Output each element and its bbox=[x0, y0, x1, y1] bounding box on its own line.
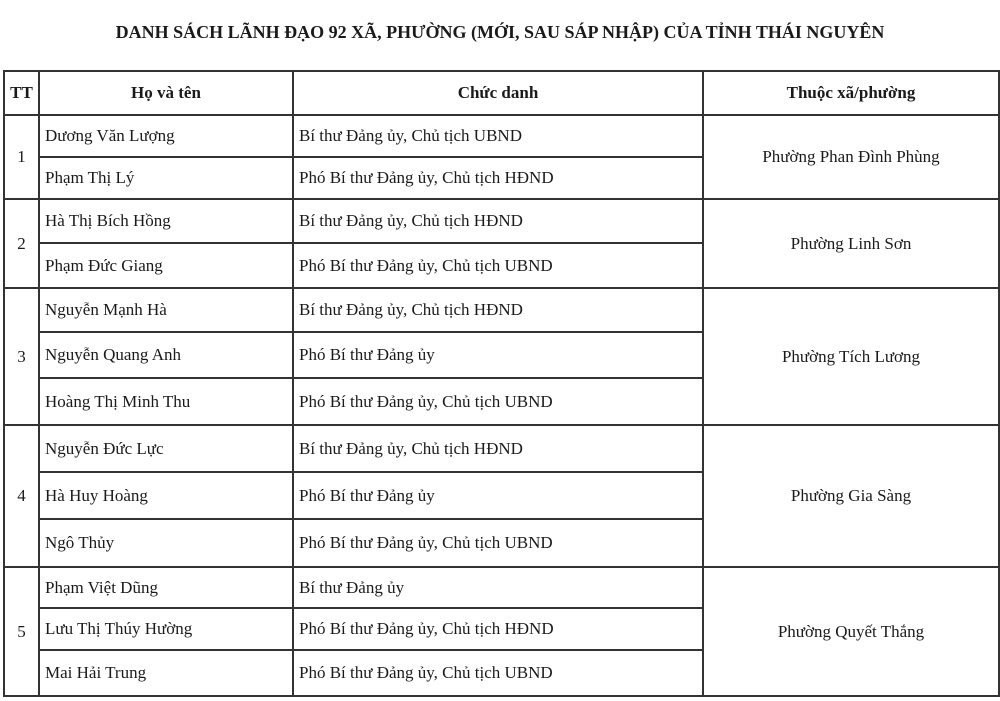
person-role: Phó Bí thư Đảng ủy bbox=[293, 472, 703, 519]
document-title: DANH SÁCH LÃNH ĐẠO 92 XÃ, PHƯỜNG (MỚI, SAU SÁP NHẬP) CỦA TỈNH THÁI NGUYÊN bbox=[115, 22, 885, 42]
person-name: Hoàng Thị Minh Thu bbox=[39, 378, 293, 425]
group-number: 1 bbox=[4, 115, 39, 199]
table-row bbox=[4, 567, 999, 608]
person-name: Lưu Thị Thúy Hường bbox=[39, 608, 293, 650]
ward-name: Phường Gia Sàng bbox=[703, 425, 999, 567]
person-role: Bí thư Đảng ủy, Chủ tịch HĐND bbox=[293, 425, 703, 472]
table-row bbox=[4, 199, 999, 243]
table-row bbox=[4, 115, 999, 157]
person-role: Phó Bí thư Đảng ủy bbox=[293, 332, 703, 378]
person-name: Phạm Việt Dũng bbox=[39, 567, 293, 608]
person-role: Phó Bí thư Đảng ủy, Chủ tịch UBND bbox=[293, 650, 703, 696]
person-name: Phạm Đức Giang bbox=[39, 243, 293, 288]
header-row bbox=[4, 71, 999, 115]
group-number: 4 bbox=[4, 425, 39, 567]
header-ward: Thuộc xã/phường bbox=[703, 71, 999, 115]
ward-name: Phường Linh Sơn bbox=[703, 199, 999, 288]
ward-name: Phường Tích Lương bbox=[703, 288, 999, 425]
person-name: Hà Huy Hoàng bbox=[39, 472, 293, 519]
person-role: Phó Bí thư Đảng ủy, Chủ tịch HĐND bbox=[293, 157, 703, 199]
header-tt: TT bbox=[4, 71, 39, 115]
person-role: Bí thư Đảng ủy, Chủ tịch HĐND bbox=[293, 199, 703, 243]
table-row bbox=[4, 425, 999, 472]
person-name: Ngô Thủy bbox=[39, 519, 293, 567]
person-role: Phó Bí thư Đảng ủy, Chủ tịch UBND bbox=[293, 519, 703, 567]
person-name: Phạm Thị Lý bbox=[39, 157, 293, 199]
ward-name: Phường Phan Đình Phùng bbox=[703, 115, 999, 199]
person-role: Bí thư Đảng ủy, Chủ tịch HĐND bbox=[293, 288, 703, 332]
person-name: Hà Thị Bích Hồng bbox=[39, 199, 293, 243]
person-role: Phó Bí thư Đảng ủy, Chủ tịch UBND bbox=[293, 243, 703, 288]
group-number: 3 bbox=[4, 288, 39, 425]
header-name: Họ và tên bbox=[39, 71, 293, 115]
ward-name: Phường Quyết Thắng bbox=[703, 567, 999, 696]
person-role: Bí thư Đảng ủy bbox=[293, 567, 703, 608]
person-role: Phó Bí thư Đảng ủy, Chủ tịch UBND bbox=[293, 378, 703, 425]
group-number: 2 bbox=[4, 199, 39, 288]
person-name: Nguyễn Mạnh Hà bbox=[39, 288, 293, 332]
group-number: 5 bbox=[4, 567, 39, 696]
table-row bbox=[4, 288, 999, 332]
person-name: Nguyễn Quang Anh bbox=[39, 332, 293, 378]
person-name: Mai Hải Trung bbox=[39, 650, 293, 696]
person-name: Nguyễn Đức Lực bbox=[39, 425, 293, 472]
person-role: Bí thư Đảng ủy, Chủ tịch UBND bbox=[293, 115, 703, 157]
leaders-table bbox=[3, 70, 1000, 697]
person-role: Phó Bí thư Đảng ủy, Chủ tịch HĐND bbox=[293, 608, 703, 650]
person-name: Dương Văn Lượng bbox=[39, 115, 293, 157]
header-role: Chức danh bbox=[293, 71, 703, 115]
